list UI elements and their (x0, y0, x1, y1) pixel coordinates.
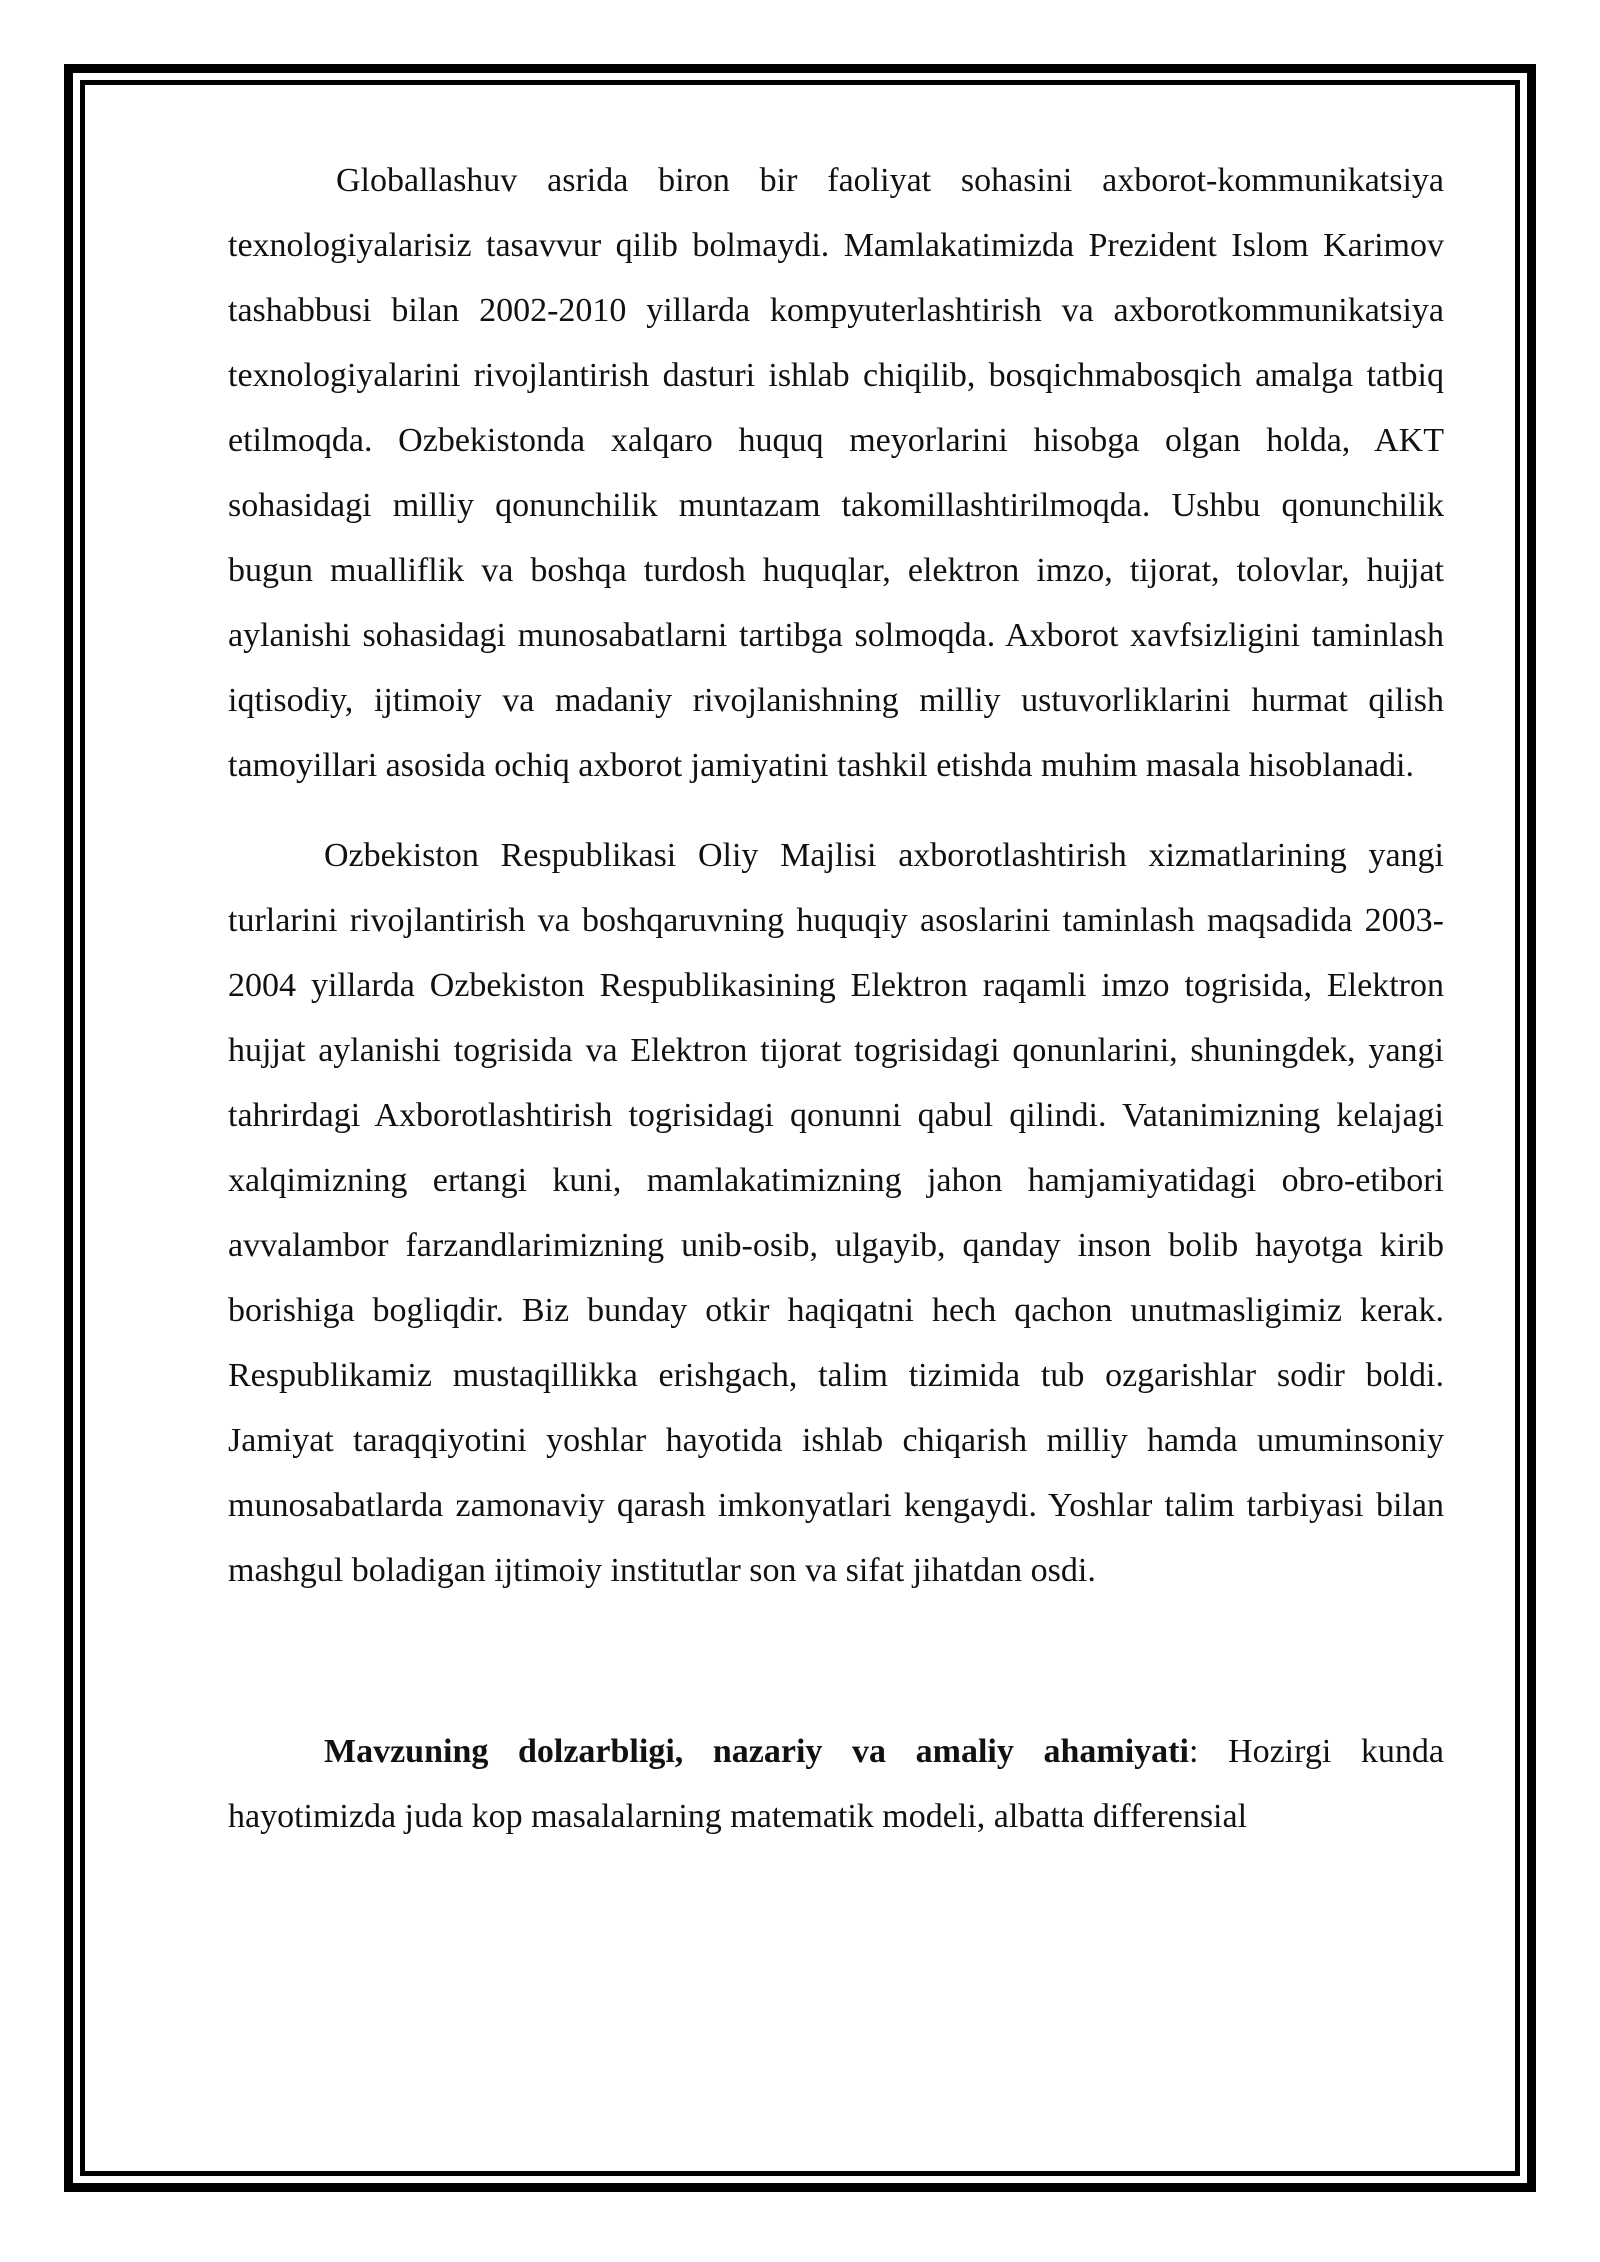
paragraph-oliy-majlis: Ozbekiston Respublikasi Oliy Majlisi axborotlashtirish xizmatlarining yangi turlarini rivojlantirish va boshqaruvning huquqiy asoslarini taminlash maqsadida 2003-2004 yillarda Ozbekiston Respublikasining Elektron raqamli imzo togrisida, Elektron hujjat aylanishi togrisida va Elektron tijorat togrisidagi qonunlarini, shuningdek, yangi tahrirdagi Axborotlashtirish togrisidagi qonunni qabul qilindi. Vatanimizning kelajagi xalqimizning ertangi kuni, mamlakatimizning jahon hamjamiyatidagi obro-etibori avvalambor farzandlarimizning unib-osib, ulgayib, qanday inson bolib hayotga kirib borishiga bogliqdir. Biz bunday otkir haqiqatni hech qachon unutmasligimiz kerak. Respublikamiz mustaqillikka erishgach, talim tizimida tub ozgarishlar sodir boldi. Jamiyat taraqqiyotini yoshlar hayotida ishlab chiqarish milliy hamda umuminsoniy munosabatlarda zamonaviy qarash imkonyatlari kengaydi. Yoshlar talim tarbiyasi bilan mashgul boladigan ijtimoiy institutlar son va sifat jihatdan osdi. (228, 837, 1444, 1589)
document-body (228, 148, 1444, 1849)
paragraph-relevance-text: Hozirgi kunda hayotimizda juda kop masalalarning matematik modeli, albatta differensial (228, 1733, 1444, 1835)
paragraph-globalization: Globallashuv asrida biron bir faoliyat sohasini axborot-kommunikatsiya texnologiyalarisiz tasavvur qilib bolmaydi. Mamlakatimizda Prezident Islom Karimov tashabbusi bilan 2002-2010 yillarda kompyuterlashtirish va axborotkommunikatsiya texnologiyalarini rivojlantirish dasturi ishlab chiqilib, bosqichmabosqich amalga tatbiq etilmoqda. Ozbekistonda xalqaro huquq meyorlarini hisobga olgan holda, AKT sohasidagi milliy qonunchilik muntazam takomillashtirilmoqda. Ushbu qonunchilik bugun mualliflik va boshqa turdosh huquqlar, elektron imzo, tijorat, tolovlar, hujjat aylanishi sohasidagi munosabatlarni tartibga solmoqda. Axborot xavfsizligini taminlash iqtisodiy, ijtimoiy va madaniy rivojlanishning milliy ustuvorliklarini hurmat qilish tamoyillari asosida ochiq axborot jamiyatini tashkil etishda muhim masala hisoblanadi. (228, 162, 1444, 784)
section-heading: Mavzuning dolzarbligi, nazariy va amaliy ahamiyati (324, 1733, 1189, 1770)
paragraph-relevance (228, 1719, 1444, 1849)
heading-colon: : (1188, 1733, 1199, 1770)
